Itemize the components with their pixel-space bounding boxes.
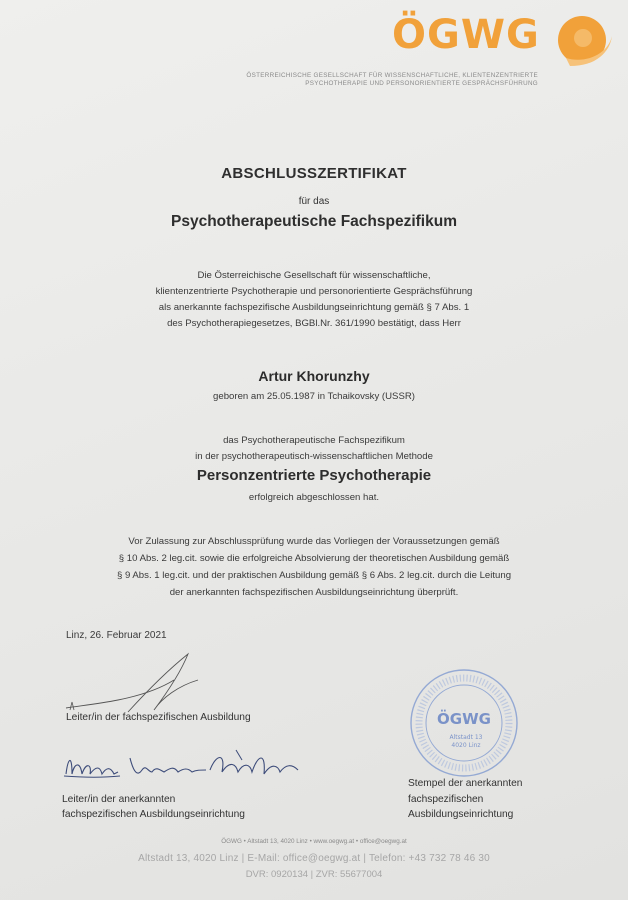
certificate-subject: Psychotherapeutische Fachspezifikum <box>171 213 457 230</box>
completed-text: erfolgreich abgeschlossen hat. <box>248 492 380 503</box>
certificate-title: ABSCHLUSSZERTIFIKAT <box>221 165 407 182</box>
intro-line: Die Österreichische Gesellschaft für wissenschaftliche, <box>197 270 431 281</box>
stamp-label-line-3: Ausbildungseinrichtung <box>408 809 514 820</box>
signature-2-label-line-2: fachspezifischen Ausbildungseinrichtung <box>62 809 245 820</box>
admission-line: der anerkannten fachspezifischen Ausbildungseinrichtung überprüft. <box>169 587 459 598</box>
org-name-line-2: PSYCHOTHERAPIE UND PERSONORIENTIERTE GESPRÄCHSFÜHRUNG <box>305 80 538 87</box>
signature-2 <box>60 744 310 790</box>
footer-contact-line: Altstadt 13, 4020 Linz | E-Mail: office@oegwg.at | Telefon: +43 732 78 46 30 <box>138 853 490 864</box>
oegwg-logo <box>392 12 617 72</box>
admission-line: § 10 Abs. 2 leg.cit. sowie die erfolgreiche Absolvierung der theoretischen Ausbildung gemäß <box>118 553 510 564</box>
admission-line: § 9 Abs. 1 leg.cit. und der praktischen Ausbildung gemäß § 6 Abs. 2 leg.cit. durch die Leitung <box>116 570 512 581</box>
birth-info: geboren am 25.05.1987 in Tchaikovsky (USSR) <box>213 391 415 402</box>
recipient-name: Artur Khorunzhy <box>258 368 370 384</box>
logo-text: ÖGWG <box>392 12 540 58</box>
method-intro-line: in der psychotherapeutisch-wissenschaftlichen Methode <box>195 451 433 462</box>
footer-small-line: ÖGWG • Altstadt 13, 4020 Linz • www.oegwg.at • office@oegwg.at <box>221 838 407 845</box>
stamp-label <box>408 776 522 823</box>
method-name: Personzentrierte Psychotherapie <box>196 467 432 484</box>
admission-line: Vor Zulassung zur Abschlussprüfung wurde das Vorliegen der Voraussetzungen gemäß <box>128 536 500 547</box>
stamp-label-line-2: fachspezifischen <box>408 793 484 805</box>
logo-mark-icon <box>556 14 614 70</box>
signature-1-label: Leiter/in der fachspezifischen Ausbildung <box>66 712 251 723</box>
place-date: Linz, 26. Februar 2021 <box>66 630 167 641</box>
stamp-address-1: Altstadt 13 <box>449 734 483 741</box>
intro-line: klientenzentrierte Psychotherapie und personorientierte Gesprächsführung <box>155 286 473 297</box>
intro-line: als anerkannte fachspezifische Ausbildungseinrichtung gemäß § 7 Abs. 1 <box>158 302 470 313</box>
org-name-line-1: ÖSTERREICHISCHE GESELLSCHAFT FÜR WISSENSCHAFTLICHE, KLIENTENZENTRIERTE <box>246 72 538 79</box>
footer-dvr-line: DVR: 0920134 | ZVR: 55677004 <box>245 869 383 880</box>
intro-line: des Psychotherapiegesetzes, BGBl.Nr. 361/1990 bestätigt, dass Herr <box>167 318 461 329</box>
stamp-address-2: 4020 Linz <box>451 742 481 749</box>
official-stamp-icon <box>408 667 520 779</box>
signature-2-label-line-1: Leiter/in der anerkannten <box>62 794 176 805</box>
fuer-das: für das <box>298 196 330 207</box>
stamp-label-line-1: Stempel der anerkannten <box>408 778 523 789</box>
method-intro-line: das Psychotherapeutische Fachspezifikum <box>223 435 405 446</box>
stamp-text: ÖGWG <box>437 710 491 728</box>
